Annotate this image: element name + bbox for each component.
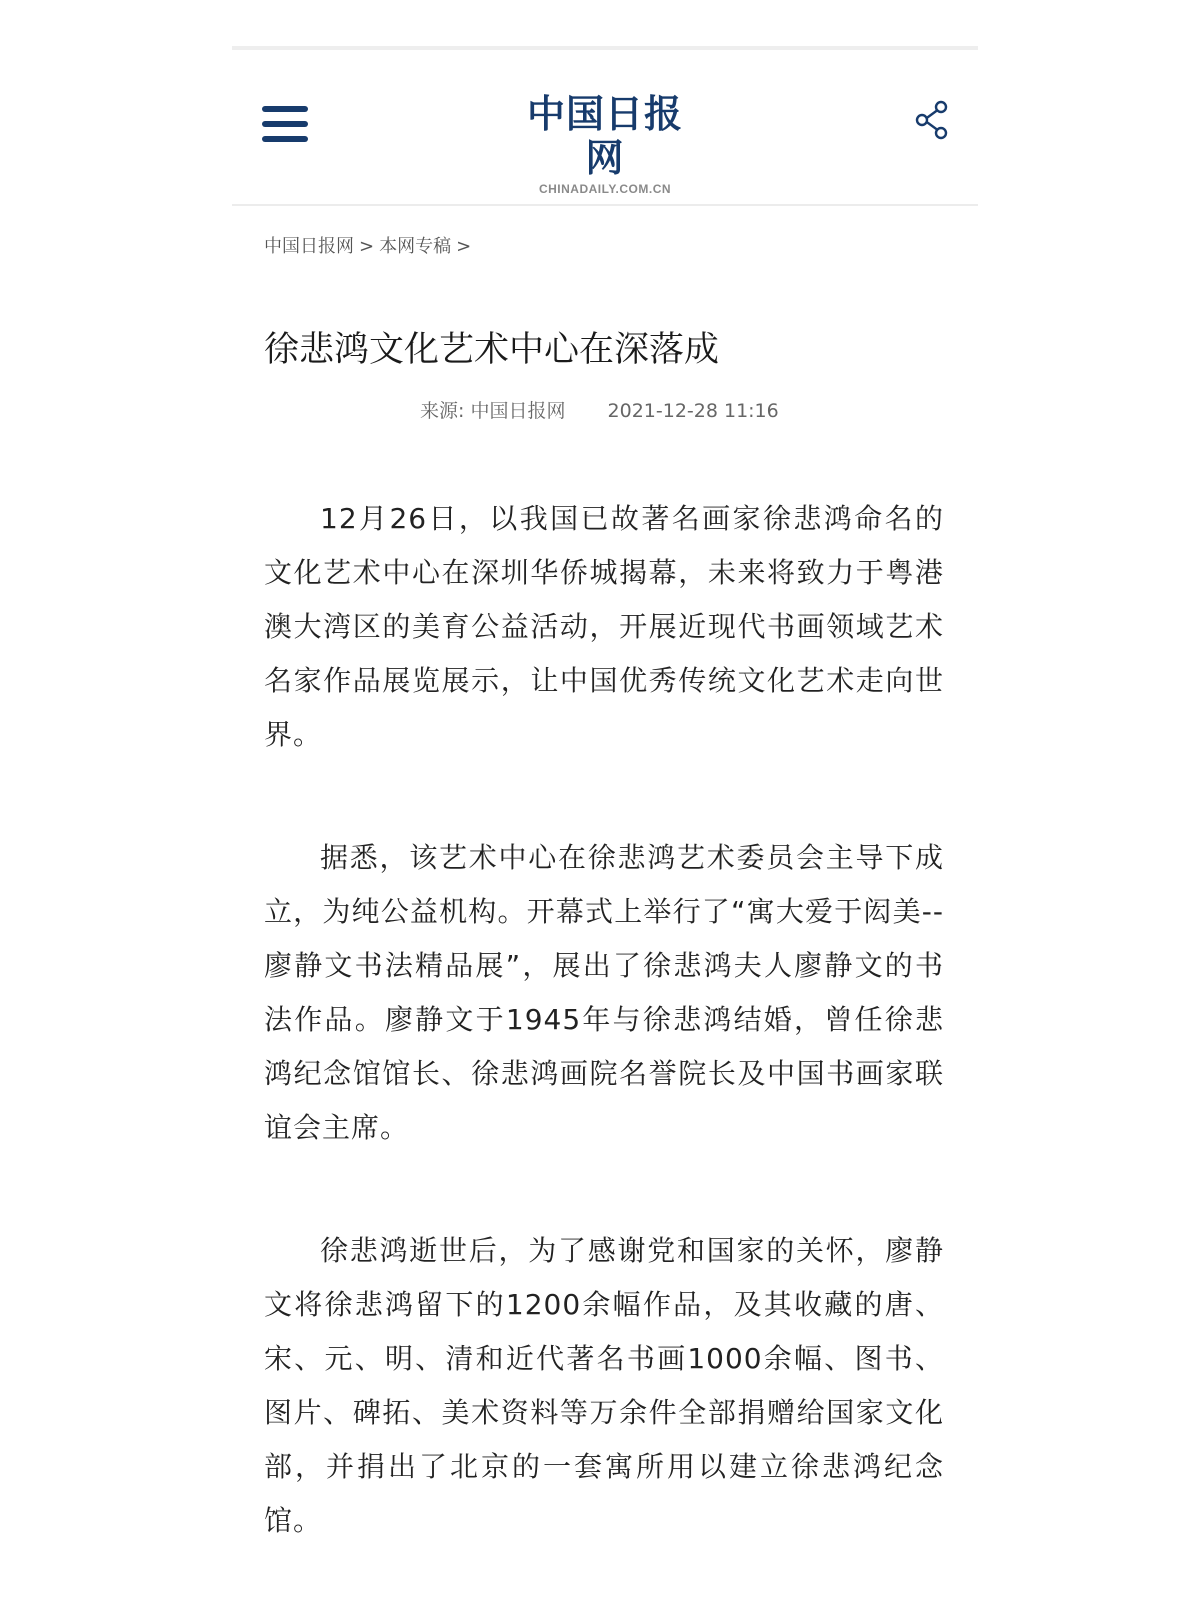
source-label: 来源: bbox=[420, 400, 465, 422]
source-name: 中国日报网 bbox=[470, 400, 566, 422]
menu-bar-bottom bbox=[262, 136, 308, 142]
breadcrumb-separator: > bbox=[456, 236, 472, 257]
article-body bbox=[264, 492, 944, 1600]
logo-english-text: CHINADAILY.COM.CN bbox=[538, 182, 672, 196]
breadcrumb-link-section[interactable]: 本网专稿 bbox=[379, 236, 452, 257]
menu-bar-top bbox=[262, 106, 308, 112]
article-title: 徐悲鸿文化艺术中心在深落成 bbox=[264, 330, 720, 370]
site-header bbox=[232, 50, 978, 206]
publish-datetime: 2021-12-28 11:16 bbox=[607, 400, 779, 422]
article-paragraph: 12月26日，以我国已故著名画家徐悲鸿命名的文化艺术中心在深圳华侨城揭幕，未来将致力于粤港澳大湾区的美育公益活动，开展近现代书画领域艺术名家作品展览展示，让中国优秀传统文化艺术走向世界。 bbox=[264, 502, 944, 751]
article-paragraph: 据悉，该艺术中心在徐悲鸿艺术委员会主导下成立，为纯公益机构。开幕式上举行了“寓大爱于闳美--廖静文书法精品展”，展出了徐悲鸿夫人廖静文的书法作品。廖静文于1945年与徐悲鸿结婚，曾任徐悲鸿纪念馆馆长、徐悲鸿画院名誉院长及中国书画家联谊会主席。 bbox=[264, 841, 944, 1144]
breadcrumb-separator: > bbox=[359, 236, 375, 257]
share-icon-graphic bbox=[914, 100, 950, 140]
hamburger-menu-icon[interactable] bbox=[262, 106, 310, 146]
breadcrumb bbox=[264, 234, 476, 260]
logo-chinese-text: 中国日报网 bbox=[526, 91, 683, 180]
site-logo[interactable] bbox=[514, 92, 696, 198]
breadcrumb-link-home[interactable]: 中国日报网 bbox=[264, 236, 354, 257]
menu-bar-middle bbox=[262, 121, 308, 127]
share-icon[interactable] bbox=[914, 100, 950, 140]
article-meta bbox=[420, 398, 779, 424]
article-paragraph: 徐悲鸿逝世后，为了感谢党和国家的关怀，廖静文将徐悲鸿留下的1200余幅作品，及其收藏的唐、宋、元、明、清和近代著名书画1000余幅、图书、图片、碑拓、美术资料等万余件全部捐赠给国家文化部，并捐出了北京的一套寓所用以建立徐悲鸿纪念馆。 bbox=[264, 1234, 944, 1537]
